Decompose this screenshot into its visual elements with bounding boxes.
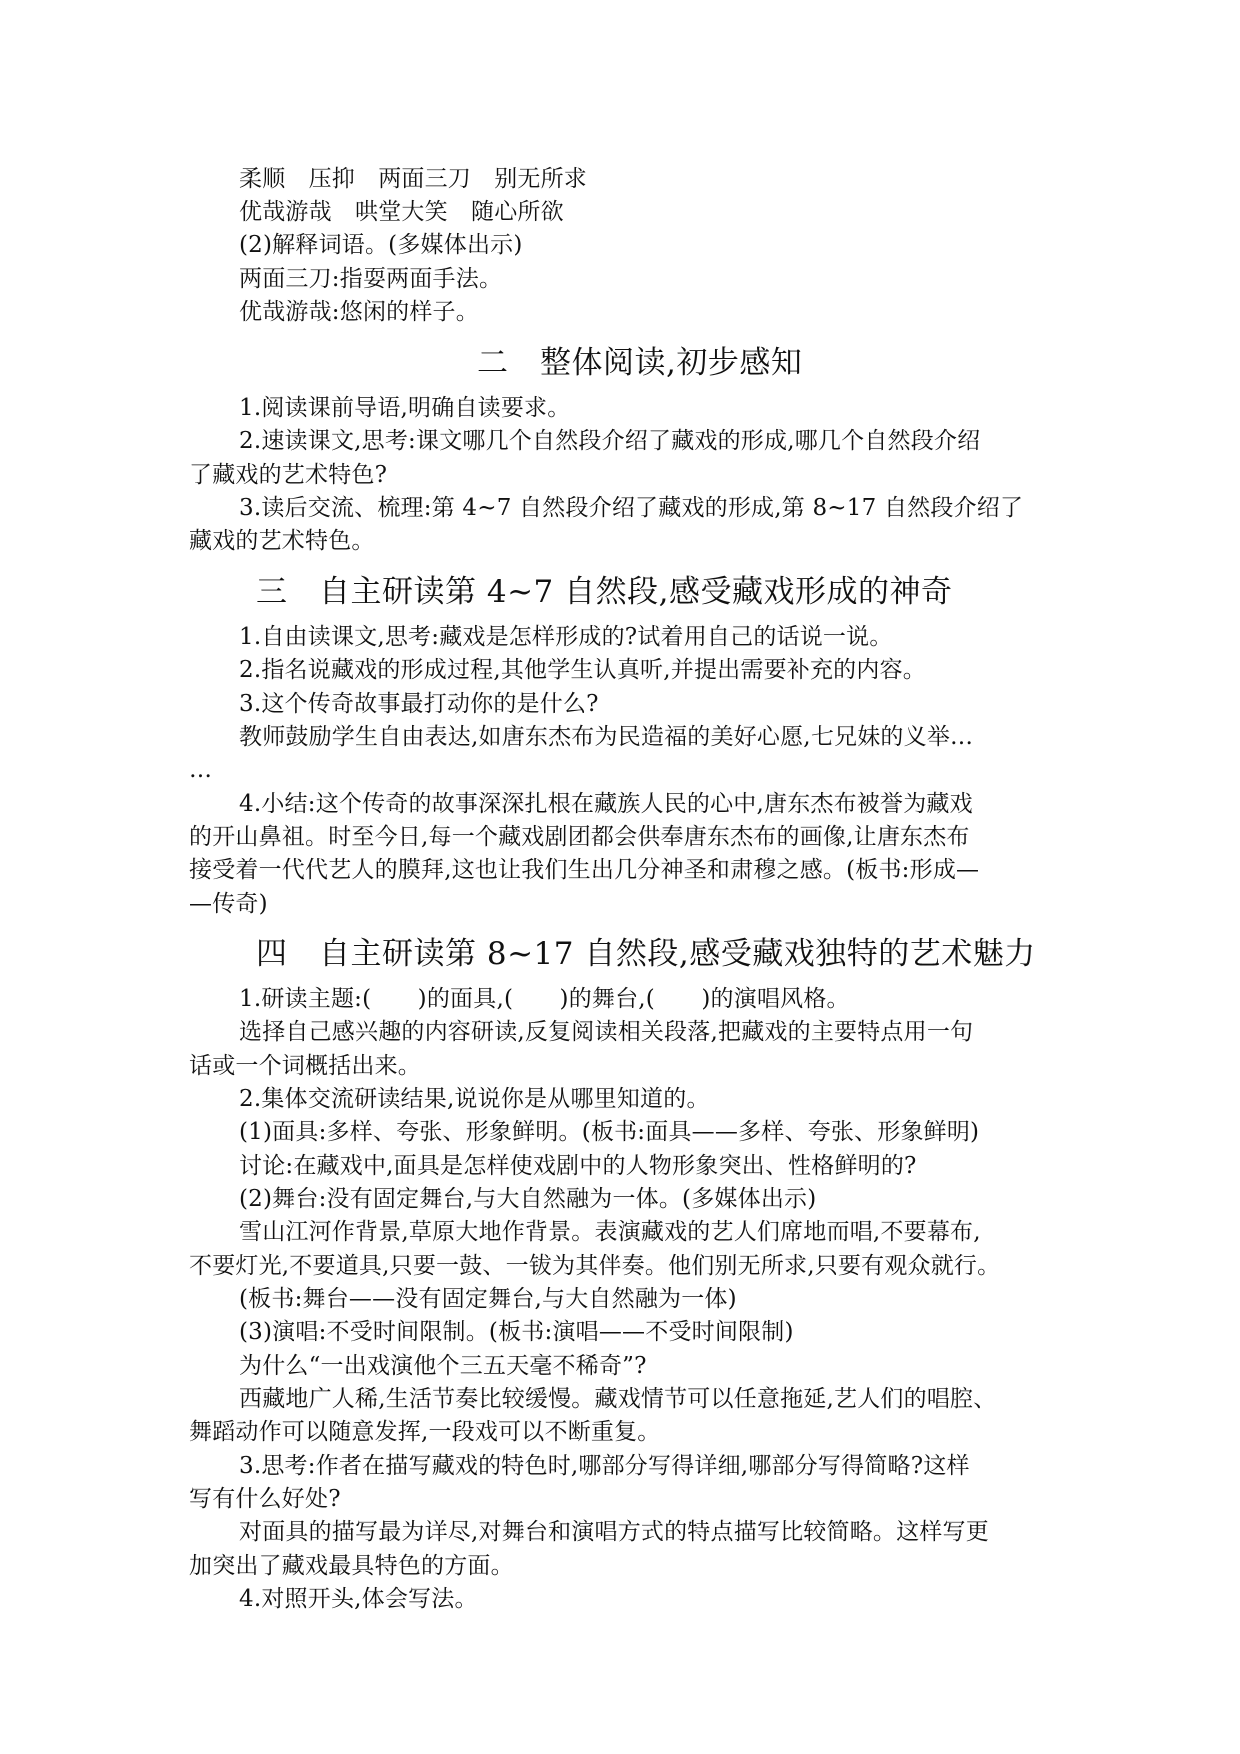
explain-item-1: 两面三刀:指耍两面手法。	[239, 266, 503, 292]
section-3-paragraph-2: 2.指名说藏戏的形成过程,其他学生认真听,并提出需要补充的内容。	[239, 657, 926, 683]
section-3-paragraph-3: 3.这个传奇故事最打动你的是什么?	[239, 691, 599, 717]
section-4-paragraph-14: 4.对照开头,体会写法。	[239, 1586, 478, 1612]
section-3-heading: 三 自主研读第 4~7 自然段,感受藏戏形成的神奇	[256, 574, 953, 610]
section-4-paragraph-9: (3)演唱:不受时间限制。(板书:演唱——不受时间限制)	[239, 1319, 794, 1345]
section-4-paragraph-2: 选择自己感兴趣的内容研读,反复阅读相关段落,把藏戏的主要特点用一句	[239, 1019, 974, 1045]
section-4-paragraph-12: 3.思考:作者在描写藏戏的特色时,哪部分写得详细,哪部分写得简略?这样	[239, 1453, 970, 1479]
section-4-paragraph-11-cont: 舞蹈动作可以随意发挥,一段戏可以不断重复。	[189, 1419, 661, 1445]
section-4-paragraph-3: 2.集体交流研读结果,说说你是从哪里知道的。	[239, 1086, 710, 1112]
section-4-paragraph-10: 为什么“一出戏演他个三五天毫不稀奇”?	[239, 1353, 647, 1379]
vocab-row-2: 优哉游哉 哄堂大笑 随心所欲	[239, 199, 564, 225]
explain-item-2: 优哉游哉:悠闲的样子。	[239, 299, 479, 325]
section-2-paragraph-2: 2.速读课文,思考:课文哪几个自然段介绍了藏戏的形成,哪几个自然段介绍	[239, 428, 981, 454]
section-3-paragraph-5-cont-1: 的开山鼻祖。时至今日,每一个藏戏剧团都会供奉唐东杰布的画像,让唐东杰布	[189, 824, 970, 850]
section-2-paragraph-2-cont: 了藏戏的艺术特色?	[189, 462, 388, 488]
section-2-paragraph-3-cont: 藏戏的艺术特色。	[189, 528, 375, 554]
section-3-paragraph-1: 1.自由读课文,思考:藏戏是怎样形成的?试着用自己的话说一说。	[239, 624, 893, 650]
section-4-paragraph-5: 讨论:在藏戏中,面具是怎样使戏剧中的人物形象突出、性格鲜明的?	[239, 1153, 917, 1179]
section-4-paragraph-11: 西藏地广人稀,生活节奏比较缓慢。藏戏情节可以任意拖延,艺人们的唱腔、	[239, 1386, 997, 1412]
section-3-paragraph-5-cont-3: —传奇)	[189, 891, 268, 917]
section-4-paragraph-13-cont: 加突出了藏戏最具特色的方面。	[189, 1553, 514, 1579]
section-3-paragraph-4: 教师鼓励学生自由表达,如唐东杰布为民造福的美好心愿,七兄妹的义举…	[239, 724, 974, 750]
section-4-heading: 四 自主研读第 8~17 自然段,感受藏戏独特的艺术魅力	[256, 936, 1036, 972]
section-2-heading: 二 整体阅读,初步感知	[477, 345, 803, 381]
section-4-paragraph-7: 雪山江河作背景,草原大地作背景。表演藏戏的艺人们席地而唱,不要幕布,	[239, 1219, 981, 1245]
section-3-paragraph-5: 4.小结:这个传奇的故事深深扎根在藏族人民的心中,唐东杰布被誉为藏戏	[239, 791, 973, 817]
section-2-paragraph-3: 3.读后交流、梳理:第 4~7 自然段介绍了藏戏的形成,第 8~17 自然段介绍了	[239, 495, 1024, 521]
section-4-paragraph-6: (2)舞台:没有固定舞台,与大自然融为一体。(多媒体出示)	[239, 1186, 817, 1212]
section-2-paragraph-1: 1.阅读课前导语,明确自读要求。	[239, 395, 571, 421]
section-4-paragraph-8: (板书:舞台——没有固定舞台,与大自然融为一体)	[239, 1286, 737, 1312]
section-3-paragraph-5-cont-2: 接受着一代代艺人的膜拜,这也让我们生出几分神圣和肃穆之感。(板书:形成—	[189, 857, 980, 883]
section-4-paragraph-13: 对面具的描写最为详尽,对舞台和演唱方式的特点描写比较简略。这样写更	[239, 1519, 989, 1545]
section-3-paragraph-4-cont: …	[189, 757, 213, 783]
section-4-paragraph-12-cont: 写有什么好处?	[189, 1486, 341, 1512]
vocab-row-1: 柔顺 压抑 两面三刀 别无所求	[239, 166, 587, 192]
section-4-paragraph-2-cont: 话或一个词概括出来。	[189, 1053, 421, 1079]
section-4-paragraph-1: 1.研读主题:( )的面具,( )的舞台,( )的演唱风格。	[239, 986, 850, 1012]
section-4-paragraph-4: (1)面具:多样、夸张、形象鲜明。(板书:面具——多样、夸张、形象鲜明)	[239, 1119, 980, 1145]
section-4-paragraph-7-cont: 不要灯光,不要道具,只要一鼓、一钹为其伴奏。他们别无所求,只要有观众就行。	[189, 1253, 1001, 1279]
explain-title: (2)解释词语。(多媒体出示)	[239, 232, 523, 258]
